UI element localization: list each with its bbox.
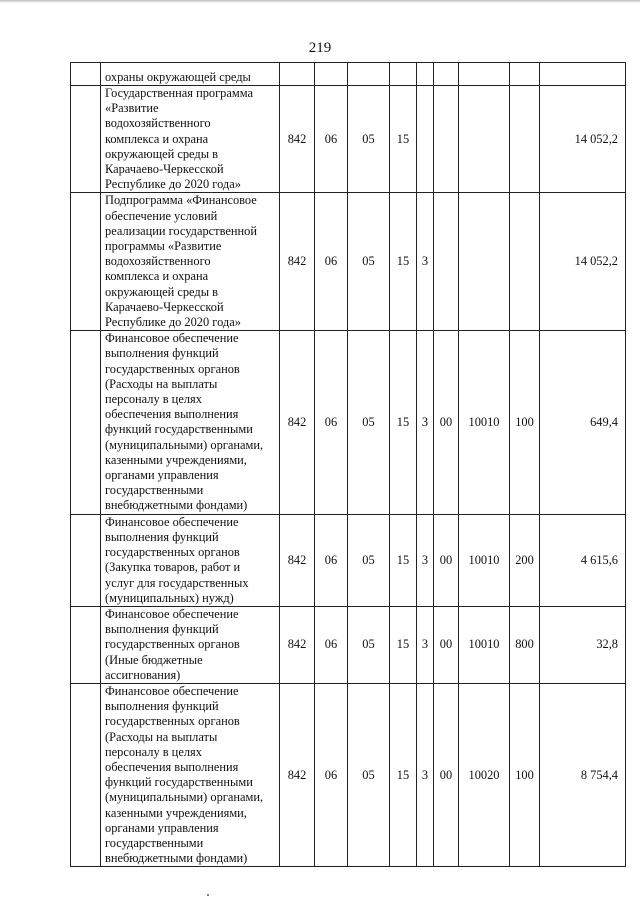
item-name-cell — [101, 193, 280, 331]
item-name-line: Финансовое обеспечение — [105, 606, 239, 621]
direction-code-cell: 10020 — [459, 683, 510, 866]
section-code-cell — [315, 63, 348, 86]
measure-code-cell: 00 — [434, 683, 459, 866]
item-name-line: выполнения функций — [105, 346, 219, 361]
item-name-line: Карачаево-Черкесской — [105, 299, 224, 314]
row-number-cell — [71, 331, 101, 514]
amount-cell: 14 052,2 — [540, 86, 626, 193]
item-name-line: государственных органов — [105, 361, 240, 376]
scan-top-edge — [0, 0, 640, 3]
row-number-cell — [71, 86, 101, 193]
item-name-line: (Иные бюджетные — [105, 652, 203, 667]
item-name-cell — [101, 331, 280, 514]
expense-type-cell — [510, 86, 540, 193]
item-name-line: выполнения функций — [105, 622, 219, 637]
amount-cell — [540, 63, 626, 86]
direction-code-cell — [459, 86, 510, 193]
item-name-cell — [101, 63, 280, 86]
expense-type-cell: 100 — [510, 331, 540, 514]
item-name-line: окружающей среды в — [105, 284, 218, 299]
item-name-cell — [101, 606, 280, 683]
table-row — [71, 63, 626, 86]
item-name-line: функций государственными — [105, 422, 253, 437]
measure-code-cell: 00 — [434, 331, 459, 514]
item-name-line: окружающей среды в — [105, 146, 218, 161]
item-name-line: ассигнования) — [105, 667, 181, 682]
table-row — [71, 86, 626, 193]
program-code-cell: 15 — [390, 331, 417, 514]
amount-cell: 32,8 — [540, 606, 626, 683]
section-code-cell: 06 — [315, 606, 348, 683]
section-code-cell: 06 — [315, 683, 348, 866]
subsection-code-cell: 05 — [348, 683, 390, 866]
item-name-line: Финансовое обеспечение — [105, 683, 239, 698]
table-row — [71, 606, 626, 683]
subsection-code-cell: 05 — [348, 86, 390, 193]
row-number-cell — [71, 514, 101, 606]
program-code-cell: 15 — [390, 193, 417, 331]
program-code-cell: 15 — [390, 683, 417, 866]
budget-table — [70, 62, 626, 867]
subsection-code-cell — [348, 63, 390, 86]
item-name-line: Финансовое обеспечение — [105, 331, 239, 346]
item-name-line: персоналу в целях — [105, 744, 202, 759]
program-code-cell: 15 — [390, 606, 417, 683]
direction-code-cell: 10010 — [459, 331, 510, 514]
item-name-line: комплекса и охрана — [105, 269, 209, 284]
expense-type-cell: 100 — [510, 683, 540, 866]
direction-code-cell — [459, 193, 510, 331]
direction-code-cell: 10010 — [459, 514, 510, 606]
item-name-line: государственных органов — [105, 714, 240, 729]
ministry-code-cell: 842 — [280, 514, 315, 606]
item-name-cell — [101, 514, 280, 606]
amount-cell: 649,4 — [540, 331, 626, 514]
item-name-line: Республике до 2020 года» — [105, 315, 241, 330]
ministry-code-cell: 842 — [280, 331, 315, 514]
measure-code-cell — [434, 63, 459, 86]
amount-cell: 4 615,6 — [540, 514, 626, 606]
section-code-cell: 06 — [315, 331, 348, 514]
section-code-cell: 06 — [315, 514, 348, 606]
section-code-cell: 06 — [315, 86, 348, 193]
subsection-code-cell: 05 — [348, 606, 390, 683]
amount-cell: 8 754,4 — [540, 683, 626, 866]
row-number-cell — [71, 193, 101, 331]
expense-type-cell — [510, 63, 540, 86]
item-name-line: обеспечения выполнения — [105, 759, 239, 774]
item-name-line: Подпрограмма «Финансовое — [105, 193, 257, 208]
item-name-line: государственными — [105, 483, 204, 498]
program-code-cell: 15 — [390, 86, 417, 193]
row-number-cell — [71, 683, 101, 866]
budget-table-body — [71, 63, 626, 867]
item-name-line: государственных органов — [105, 637, 240, 652]
subprogram-code-cell: 3 — [417, 193, 434, 331]
subprogram-code-cell: 3 — [417, 514, 434, 606]
item-name-line: Финансовое обеспечение — [105, 514, 239, 529]
item-name-line: Республике до 2020 года» — [105, 177, 241, 192]
item-name-line: (муниципальными) органами, — [105, 437, 264, 452]
expense-type-cell: 200 — [510, 514, 540, 606]
subprogram-code-cell — [417, 86, 434, 193]
item-name-line: комплекса и охрана — [105, 131, 209, 146]
item-name-line: органами управления — [105, 468, 219, 483]
ministry-code-cell: 842 — [280, 606, 315, 683]
ministry-code-cell: 842 — [280, 683, 315, 866]
direction-code-cell: 10010 — [459, 606, 510, 683]
table-row — [71, 331, 626, 514]
table-row — [71, 514, 626, 606]
item-name-line: выполнения функций — [105, 529, 219, 544]
item-name-line: «Развитие — [105, 101, 159, 116]
page-number: 219 — [308, 40, 332, 56]
ministry-code-cell: 842 — [280, 86, 315, 193]
item-name-line: услуг для государственных — [105, 575, 249, 590]
item-name-line: казенными учреждениями, — [105, 452, 247, 467]
subprogram-code-cell — [417, 63, 434, 86]
item-name-line: обеспечения выполнения — [105, 407, 239, 422]
item-name-line: органами управления — [105, 820, 219, 835]
item-name-line: Государственная программа — [105, 86, 253, 100]
ministry-code-cell — [280, 63, 315, 86]
measure-code-cell — [434, 193, 459, 331]
item-name-cell — [101, 86, 280, 193]
item-name-line: программы «Развитие — [105, 239, 222, 254]
amount-cell: 14 052,2 — [540, 193, 626, 331]
item-name-line: реализации государственной — [105, 223, 257, 238]
item-name-cell — [101, 683, 280, 866]
item-name-line: водохозяйственного — [105, 116, 211, 131]
subprogram-code-cell: 3 — [417, 606, 434, 683]
subsection-code-cell: 05 — [348, 331, 390, 514]
item-name-line: внебюджетными фондами) — [105, 851, 248, 866]
direction-code-cell — [459, 63, 510, 86]
item-name-line: охраны окружающей среды — [105, 69, 251, 84]
item-name-line: (муниципальными) органами, — [105, 790, 264, 805]
item-name-line: государственными — [105, 835, 204, 850]
item-name-line: государственных органов — [105, 545, 240, 560]
item-name-line: внебюджетными фондами) — [105, 498, 248, 513]
table-row — [71, 193, 626, 331]
program-code-cell — [390, 63, 417, 86]
program-code-cell: 15 — [390, 514, 417, 606]
item-name-line: (Расходы на выплаты — [105, 729, 218, 744]
item-name-line: казенными учреждениями, — [105, 805, 247, 820]
row-number-cell — [71, 606, 101, 683]
item-name-line: обеспечение условий — [105, 208, 218, 223]
expense-type-cell: 800 — [510, 606, 540, 683]
subprogram-code-cell: 3 — [417, 331, 434, 514]
row-number-cell — [71, 63, 101, 86]
item-name-line: водохозяйственного — [105, 254, 211, 269]
measure-code-cell: 00 — [434, 606, 459, 683]
ministry-code-cell: 842 — [280, 193, 315, 331]
scan-speck — [207, 894, 209, 896]
measure-code-cell — [434, 86, 459, 193]
item-name-line: выполнения функций — [105, 699, 219, 714]
table-row — [71, 683, 626, 866]
item-name-line: (Закупка товаров, работ и — [105, 560, 241, 575]
item-name-line: Карачаево-Черкесской — [105, 162, 224, 177]
subsection-code-cell: 05 — [348, 514, 390, 606]
item-name-line: (Расходы на выплаты — [105, 376, 218, 391]
section-code-cell: 06 — [315, 193, 348, 331]
item-name-line: персоналу в целях — [105, 392, 202, 407]
subprogram-code-cell: 3 — [417, 683, 434, 866]
item-name-line: функций государственными — [105, 775, 253, 790]
expense-type-cell — [510, 193, 540, 331]
item-name-line: (муниципальных) нужд) — [105, 590, 234, 605]
subsection-code-cell: 05 — [348, 193, 390, 331]
measure-code-cell: 00 — [434, 514, 459, 606]
